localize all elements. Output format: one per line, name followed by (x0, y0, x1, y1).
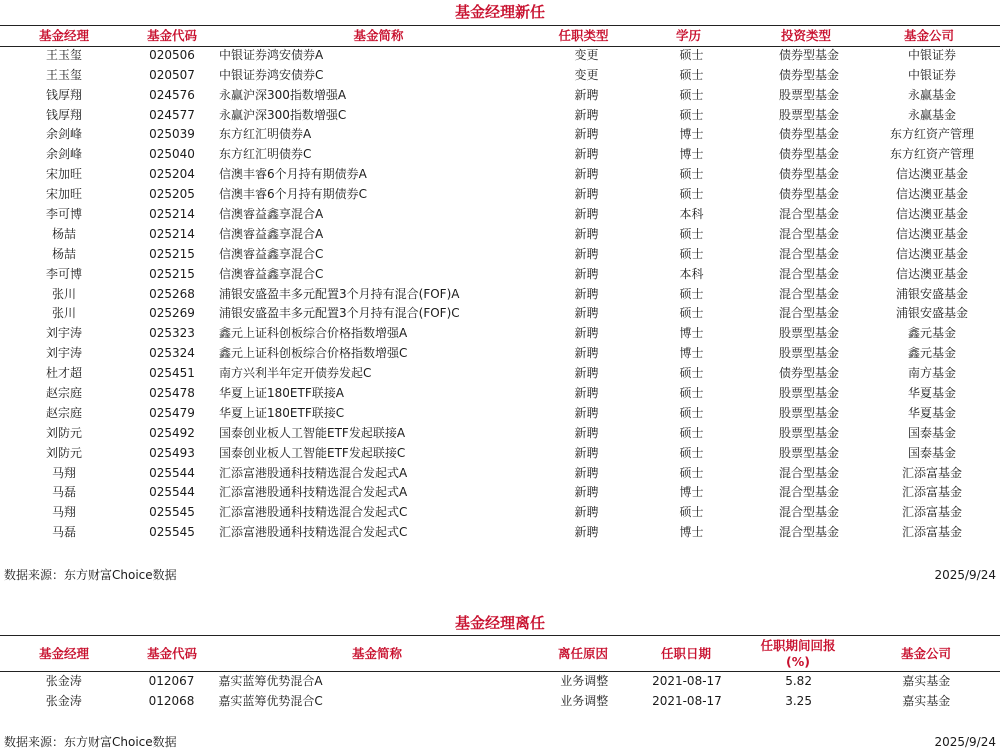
cell-start-date: 2021-08-17 (652, 693, 722, 708)
cell-manager: 张金涛 (45, 693, 82, 708)
cell-code: 025039 (149, 127, 195, 142)
cell-code: 024576 (149, 87, 195, 102)
cell-manager: 余剑峰 (45, 147, 82, 162)
table-row (0, 66, 1000, 86)
cell-code: 025323 (149, 326, 195, 341)
table-row (0, 46, 1000, 66)
cell-investment-type: 债券型基金 (778, 147, 839, 162)
cell-appointment-type: 新聘 (574, 187, 599, 202)
cell-appointment-type: 新聘 (574, 386, 599, 401)
cell-manager: 马翔 (51, 465, 76, 480)
header-company: 基金公司 (900, 646, 951, 661)
cell-fund-name: 汇添富港股通科技精选混合发起式A (219, 485, 408, 500)
header-fund-name: 基金简称 (351, 646, 402, 661)
cell-education: 硕士 (679, 405, 704, 420)
cell-manager: 杨喆 (51, 226, 76, 241)
table-row (0, 165, 1000, 185)
cell-company: 信达澳亚基金 (895, 167, 968, 182)
leave-report-date: 2025/9/24 (934, 735, 996, 749)
table-row (0, 672, 1000, 692)
cell-education: 硕士 (679, 386, 704, 401)
table-row (0, 265, 1000, 285)
cell-education: 硕士 (679, 505, 704, 520)
cell-appointment-type: 新聘 (574, 127, 599, 142)
cell-investment-type: 混合型基金 (778, 207, 839, 222)
cell-fund-name: 华夏上证180ETF联接C (219, 405, 345, 420)
cell-investment-type: 混合型基金 (778, 505, 839, 520)
cell-leave-reason: 业务调整 (560, 674, 609, 688)
cell-education: 硕士 (679, 425, 704, 440)
cell-manager: 刘防元 (45, 445, 82, 460)
cell-investment-type: 混合型基金 (778, 246, 839, 261)
cell-manager: 李可博 (45, 207, 82, 222)
table-row (0, 483, 1000, 503)
header-tenure-return-line2: (%) (786, 654, 810, 669)
cell-education: 硕士 (679, 107, 704, 122)
cell-education: 硕士 (679, 445, 704, 460)
cell-company: 浦银安盛基金 (895, 286, 968, 301)
cell-company: 信达澳亚基金 (895, 207, 968, 222)
new-managers-table (0, 26, 1000, 543)
cell-appointment-type: 新聘 (574, 167, 599, 182)
cell-fund-name: 信澳睿益鑫享混合A (219, 207, 324, 222)
table-row (0, 424, 1000, 444)
header-appointment-type: 任职类型 (558, 28, 609, 43)
new-table-header-row (0, 26, 1000, 46)
cell-appointment-type: 新聘 (574, 505, 599, 520)
cell-company: 华夏基金 (907, 405, 956, 420)
cell-education: 博士 (679, 127, 704, 142)
new-data-source: 数据来源：东方财富Choice数据 (4, 568, 177, 582)
header-leave-reason: 离任原因 (557, 646, 608, 661)
cell-manager: 赵宗庭 (45, 386, 82, 401)
cell-company: 南方基金 (907, 366, 956, 381)
cell-appointment-type: 新聘 (574, 87, 599, 102)
cell-appointment-type: 新聘 (574, 147, 599, 162)
cell-code: 025040 (149, 147, 195, 162)
cell-education: 硕士 (679, 167, 704, 182)
cell-investment-type: 股票型基金 (778, 386, 839, 401)
cell-company: 中银证券 (907, 47, 956, 62)
table-row (0, 523, 1000, 543)
cell-fund-name: 信澳睿益鑫享混合C (219, 246, 324, 261)
table-row (0, 245, 1000, 265)
header-tenure-return-line1: 任职期间回报 (760, 638, 836, 653)
cell-fund-name: 国泰创业板人工智能ETF发起联接C (219, 445, 406, 460)
cell-company: 信达澳亚基金 (895, 266, 968, 281)
cell-company: 浦银安盛基金 (895, 306, 968, 321)
cell-fund-name: 浦银安盛盈丰多元配置3个月持有混合(FOF)A (219, 286, 460, 301)
cell-investment-type: 债券型基金 (778, 127, 839, 142)
leave-data-source: 数据来源：东方财富Choice数据 (4, 735, 177, 749)
cell-fund-name: 东方红汇明债券A (219, 127, 312, 142)
cell-company: 国泰基金 (907, 425, 956, 440)
cell-fund-name: 中银证券鸿安债券C (219, 67, 324, 82)
cell-manager: 宋加旺 (45, 167, 82, 182)
leave-table-body (0, 672, 1000, 712)
cell-code: 012067 (148, 674, 195, 688)
new-table-header-rule (0, 46, 1000, 47)
cell-fund-name: 永赢沪深300指数增强C (219, 107, 347, 122)
cell-education: 硕士 (679, 47, 704, 62)
cell-appointment-type: 变更 (574, 67, 599, 82)
new-table-body (0, 46, 1000, 543)
new-managers-title: 基金经理新任 (454, 3, 545, 21)
cell-appointment-type: 新聘 (574, 425, 599, 440)
cell-appointment-type: 新聘 (574, 465, 599, 480)
header-manager: 基金经理 (38, 646, 89, 661)
table-row (0, 145, 1000, 165)
cell-manager: 刘宇涛 (45, 346, 82, 361)
table-row (0, 125, 1000, 145)
cell-code: 025214 (149, 226, 195, 241)
cell-company: 信达澳亚基金 (895, 187, 968, 202)
cell-education: 博士 (679, 485, 704, 500)
cell-fund-name: 中银证券鸿安债券A (219, 47, 324, 62)
cell-company: 东方红资产管理 (889, 127, 974, 142)
table-row (0, 185, 1000, 205)
cell-manager: 张川 (51, 286, 76, 301)
cell-investment-type: 股票型基金 (778, 87, 839, 102)
cell-code: 025204 (149, 167, 195, 182)
table-row (0, 106, 1000, 126)
cell-investment-type: 股票型基金 (778, 445, 839, 460)
cell-company: 鑫元基金 (907, 346, 956, 361)
table-row (0, 692, 1000, 712)
cell-manager: 钱厚翔 (45, 87, 82, 102)
cell-appointment-type: 新聘 (574, 366, 599, 381)
header-manager: 基金经理 (38, 28, 89, 43)
header-tenure-return (744, 638, 852, 670)
cell-start-date: 2021-08-17 (652, 674, 722, 688)
cell-investment-type: 混合型基金 (778, 266, 839, 281)
cell-code: 025205 (149, 187, 195, 202)
cell-education: 硕士 (679, 306, 704, 321)
cell-code: 025545 (149, 525, 195, 540)
cell-code: 020507 (149, 67, 195, 82)
cell-company: 永赢基金 (907, 107, 956, 122)
cell-manager: 张川 (51, 306, 76, 321)
cell-investment-type: 债券型基金 (778, 187, 839, 202)
cell-education: 硕士 (679, 286, 704, 301)
cell-fund-name: 信澳睿益鑫享混合C (219, 266, 324, 281)
cell-appointment-type: 新聘 (574, 326, 599, 341)
cell-code: 025269 (149, 306, 195, 321)
header-company: 基金公司 (903, 28, 954, 43)
cell-investment-type: 混合型基金 (778, 525, 839, 540)
cell-company: 汇添富基金 (901, 485, 962, 500)
table-row (0, 285, 1000, 305)
cell-fund-name: 汇添富港股通科技精选混合发起式C (219, 505, 408, 520)
cell-code: 012068 (148, 693, 195, 708)
cell-fund-name: 浦银安盛盈丰多元配置3个月持有混合(FOF)C (219, 306, 460, 321)
cell-appointment-type: 新聘 (574, 286, 599, 301)
cell-company: 汇添富基金 (901, 525, 962, 540)
cell-manager: 张金涛 (45, 674, 82, 688)
cell-manager: 杨喆 (51, 246, 76, 261)
cell-tenure-return: 5.82 (785, 674, 812, 688)
leave-managers-table (0, 636, 1000, 712)
header-investment-type: 投资类型 (780, 28, 831, 43)
cell-investment-type: 混合型基金 (778, 465, 839, 480)
cell-fund-name: 鑫元上证科创板综合价格指数增强C (219, 346, 408, 361)
cell-fund-name: 嘉实蓝筹优势混合A (218, 674, 323, 688)
cell-code: 025479 (149, 405, 195, 420)
cell-fund-name: 汇添富港股通科技精选混合发起式C (219, 525, 408, 540)
table-row (0, 86, 1000, 106)
cell-code: 025451 (149, 366, 195, 381)
table-row (0, 404, 1000, 424)
cell-company: 中银证券 (907, 67, 956, 82)
cell-manager: 刘宇涛 (45, 326, 82, 341)
cell-code: 025214 (149, 207, 195, 222)
cell-investment-type: 债券型基金 (778, 67, 839, 82)
cell-investment-type: 股票型基金 (778, 107, 839, 122)
cell-education: 硕士 (679, 87, 704, 102)
header-fund-name: 基金简称 (353, 28, 404, 43)
cell-manager: 王玉玺 (45, 47, 82, 62)
table-row (0, 503, 1000, 523)
cell-code: 020506 (149, 47, 195, 62)
table-row (0, 364, 1000, 384)
cell-education: 本科 (679, 207, 704, 222)
cell-appointment-type: 新聘 (574, 207, 599, 222)
cell-investment-type: 债券型基金 (778, 167, 839, 182)
cell-appointment-type: 新聘 (574, 266, 599, 281)
cell-education: 硕士 (679, 226, 704, 241)
new-report-date: 2025/9/24 (934, 568, 996, 582)
cell-education: 硕士 (679, 67, 704, 82)
cell-appointment-type: 新聘 (574, 346, 599, 361)
cell-manager: 赵宗庭 (45, 405, 82, 420)
cell-appointment-type: 新聘 (574, 306, 599, 321)
cell-appointment-type: 新聘 (574, 405, 599, 420)
cell-manager: 杜才超 (45, 366, 82, 381)
cell-code: 025215 (149, 246, 195, 261)
cell-fund-name: 华夏上证180ETF联接A (219, 386, 344, 401)
cell-investment-type: 债券型基金 (778, 47, 839, 62)
table-row (0, 344, 1000, 364)
cell-code: 025544 (149, 465, 195, 480)
cell-fund-name: 南方兴利半年定开债券发起C (219, 366, 372, 381)
cell-education: 硕士 (679, 246, 704, 261)
table-row (0, 324, 1000, 344)
header-education: 学历 (675, 28, 701, 43)
cell-fund-name: 国泰创业板人工智能ETF发起联接A (219, 425, 406, 440)
cell-fund-name: 嘉实蓝筹优势混合C (218, 693, 323, 708)
cell-appointment-type: 新聘 (574, 525, 599, 540)
cell-investment-type: 混合型基金 (778, 306, 839, 321)
cell-manager: 马磊 (51, 525, 76, 540)
cell-manager: 马磊 (51, 485, 76, 500)
cell-fund-name: 东方红汇明债券C (219, 147, 312, 162)
cell-manager: 李可博 (45, 266, 82, 281)
cell-investment-type: 股票型基金 (778, 405, 839, 420)
cell-fund-name: 鑫元上证科创板综合价格指数增强A (219, 326, 408, 341)
cell-company: 嘉实基金 (902, 693, 951, 708)
cell-education: 硕士 (679, 366, 704, 381)
cell-education: 硕士 (679, 187, 704, 202)
cell-fund-name: 永赢沪深300指数增强A (219, 87, 347, 102)
cell-investment-type: 混合型基金 (778, 485, 839, 500)
table-row (0, 225, 1000, 245)
cell-company: 鑫元基金 (907, 326, 956, 341)
cell-company: 国泰基金 (907, 445, 956, 460)
cell-company: 华夏基金 (907, 386, 956, 401)
cell-company: 信达澳亚基金 (895, 226, 968, 241)
table-row (0, 384, 1000, 404)
cell-code: 025545 (149, 505, 195, 520)
header-start-date: 任职日期 (660, 646, 711, 661)
cell-code: 025324 (149, 346, 195, 361)
leave-table-header-row (0, 636, 1000, 672)
cell-fund-name: 信澳丰睿6个月持有期债券C (219, 187, 368, 202)
cell-education: 博士 (679, 326, 704, 341)
table-row (0, 205, 1000, 225)
cell-education: 本科 (679, 266, 704, 281)
cell-tenure-return: 3.25 (785, 693, 812, 708)
cell-fund-name: 汇添富港股通科技精选混合发起式A (219, 465, 408, 480)
cell-company: 汇添富基金 (901, 505, 962, 520)
cell-code: 024577 (149, 107, 195, 122)
cell-fund-name: 信澳丰睿6个月持有期债券A (219, 167, 367, 182)
cell-leave-reason: 业务调整 (560, 693, 609, 708)
cell-manager: 余剑峰 (45, 127, 82, 142)
leave-table-header-rule (0, 671, 1000, 672)
cell-manager: 王玉玺 (45, 67, 82, 82)
cell-company: 永赢基金 (907, 87, 956, 102)
cell-investment-type: 股票型基金 (778, 326, 839, 341)
table-row (0, 444, 1000, 464)
cell-code: 025492 (149, 425, 195, 440)
cell-investment-type: 股票型基金 (778, 346, 839, 361)
cell-appointment-type: 变更 (574, 47, 599, 62)
table-row (0, 304, 1000, 324)
cell-code: 025268 (149, 286, 195, 301)
cell-company: 东方红资产管理 (889, 147, 974, 162)
cell-investment-type: 混合型基金 (778, 286, 839, 301)
cell-fund-name: 信澳睿益鑫享混合A (219, 226, 324, 241)
cell-code: 025478 (149, 386, 195, 401)
cell-company: 信达澳亚基金 (895, 246, 968, 261)
cell-appointment-type: 新聘 (574, 445, 599, 460)
cell-appointment-type: 新聘 (574, 226, 599, 241)
header-code: 基金代码 (146, 646, 197, 661)
cell-appointment-type: 新聘 (574, 485, 599, 500)
cell-appointment-type: 新聘 (574, 246, 599, 261)
cell-education: 博士 (679, 525, 704, 540)
cell-investment-type: 股票型基金 (778, 425, 839, 440)
cell-company: 嘉实基金 (902, 674, 951, 688)
cell-manager: 马翔 (51, 505, 76, 520)
cell-code: 025215 (149, 266, 195, 281)
cell-company: 汇添富基金 (901, 465, 962, 480)
cell-manager: 刘防元 (45, 425, 82, 440)
cell-education: 硕士 (679, 465, 704, 480)
cell-code: 025544 (149, 485, 195, 500)
cell-manager: 钱厚翔 (45, 107, 82, 122)
header-code: 基金代码 (146, 28, 197, 43)
cell-education: 博士 (679, 346, 704, 361)
leave-managers-title: 基金经理离任 (454, 614, 545, 632)
cell-manager: 宋加旺 (45, 187, 82, 202)
cell-education: 博士 (679, 147, 704, 162)
cell-appointment-type: 新聘 (574, 107, 599, 122)
cell-code: 025493 (149, 445, 195, 460)
cell-investment-type: 债券型基金 (778, 366, 839, 381)
table-row (0, 464, 1000, 484)
cell-investment-type: 混合型基金 (778, 226, 839, 241)
